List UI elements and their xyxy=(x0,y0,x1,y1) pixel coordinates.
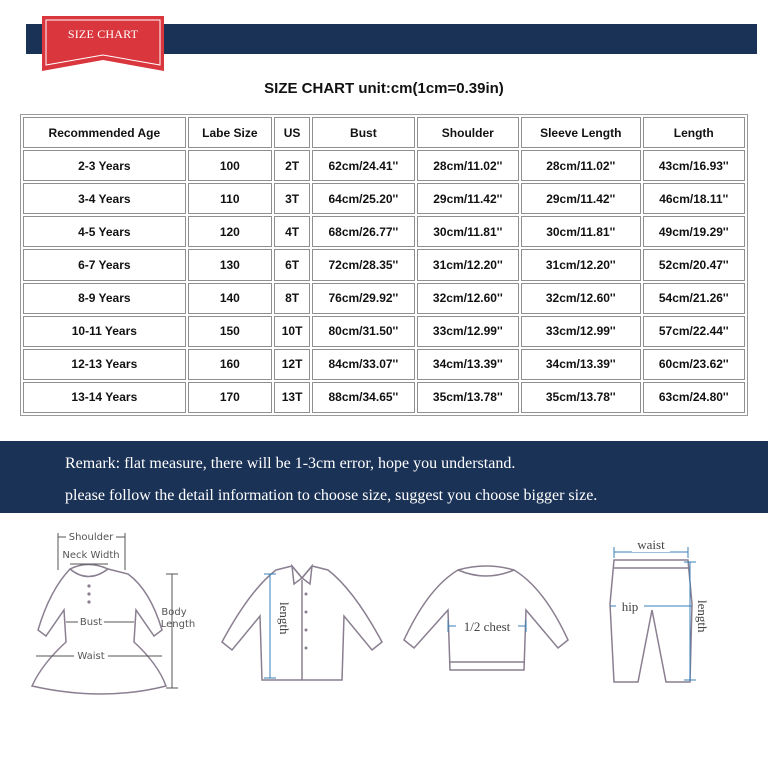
table-cell: 31cm/12.20'' xyxy=(521,249,641,280)
table-cell: 33cm/12.99'' xyxy=(521,316,641,347)
table-cell: 170 xyxy=(188,382,272,413)
table-cell: 80cm/31.50'' xyxy=(312,316,414,347)
size-chart-ribbon xyxy=(42,16,164,71)
table-row xyxy=(23,382,745,413)
table-cell: 33cm/12.99'' xyxy=(417,316,519,347)
remark-line-1: Remark: flat measure, there will be 1-3cm error, hope you understand. xyxy=(65,455,516,472)
table-cell: 12T xyxy=(274,349,310,380)
table-cell: 63cm/24.80'' xyxy=(643,382,746,413)
table-cell: 35cm/13.78'' xyxy=(417,382,519,413)
table-cell: 28cm/11.02'' xyxy=(417,150,519,181)
table-cell: 32cm/12.60'' xyxy=(417,283,519,314)
table-cell: 35cm/13.78'' xyxy=(521,382,641,413)
table-cell: 64cm/25.20'' xyxy=(312,183,414,214)
table-cell: 30cm/11.81'' xyxy=(417,216,519,247)
column-header: Length xyxy=(643,117,746,148)
table-cell: 10-11 Years xyxy=(23,316,186,347)
table-cell: 32cm/12.60'' xyxy=(521,283,641,314)
table-cell: 140 xyxy=(188,283,272,314)
column-header: Bust xyxy=(312,117,414,148)
shirt-measure-diagram xyxy=(214,522,390,718)
table-cell: 68cm/26.77'' xyxy=(312,216,414,247)
dress-waist-label: Waist xyxy=(77,651,105,662)
dress-body-label: Body xyxy=(161,607,187,618)
table-cell: 4-5 Years xyxy=(23,216,186,247)
table-cell: 29cm/11.42'' xyxy=(521,183,641,214)
table-cell: 84cm/33.07'' xyxy=(312,349,414,380)
table-cell: 130 xyxy=(188,249,272,280)
table-row xyxy=(23,183,745,214)
dress-shoulder-label: Shoulder xyxy=(68,532,114,543)
table-cell: 54cm/21.26'' xyxy=(643,283,746,314)
size-table xyxy=(20,114,748,416)
table-cell: 12-13 Years xyxy=(23,349,186,380)
pants-waist-label: waist xyxy=(637,537,665,552)
pants-length-label: length xyxy=(695,600,710,633)
table-cell: 110 xyxy=(188,183,272,214)
table-cell: 46cm/18.11'' xyxy=(643,183,746,214)
dress-bust-label: Bust xyxy=(79,617,103,628)
table-cell: 60cm/23.62'' xyxy=(643,349,746,380)
table-cell: 8-9 Years xyxy=(23,283,186,314)
dress-length-label: Length xyxy=(160,619,196,630)
shirt-illustration xyxy=(214,522,390,718)
table-row xyxy=(23,316,745,347)
shirt-length-label: length xyxy=(277,602,292,635)
column-header: Recommended Age xyxy=(23,117,186,148)
table-cell: 72cm/28.35'' xyxy=(312,249,414,280)
table-cell: 76cm/29.92'' xyxy=(312,283,414,314)
table-cell: 31cm/12.20'' xyxy=(417,249,519,280)
pants-measure-diagram xyxy=(594,522,734,718)
column-header: Sleeve Length xyxy=(521,117,641,148)
table-cell: 10T xyxy=(274,316,310,347)
dress-neck-width-label: Neck Width xyxy=(62,550,120,561)
table-cell: 34cm/13.39'' xyxy=(417,349,519,380)
sweater-chest-label: 1/2 chest xyxy=(463,619,511,634)
dress-measure-diagram xyxy=(8,522,200,718)
table-cell: 62cm/24.41'' xyxy=(312,150,414,181)
sweater-measure-diagram xyxy=(398,522,574,718)
table-cell: 160 xyxy=(188,349,272,380)
table-cell: 6-7 Years xyxy=(23,249,186,280)
column-header: Labe Size xyxy=(188,117,272,148)
table-cell: 52cm/20.47'' xyxy=(643,249,746,280)
column-header: Shoulder xyxy=(417,117,519,148)
table-cell: 8T xyxy=(274,283,310,314)
table-cell: 6T xyxy=(274,249,310,280)
table-cell: 57cm/22.44'' xyxy=(643,316,746,347)
pants-illustration xyxy=(594,522,734,718)
dress-illustration xyxy=(8,522,200,718)
table-row xyxy=(23,216,745,247)
column-header: US xyxy=(274,117,310,148)
table-cell: 13T xyxy=(274,382,310,413)
table-cell: 88cm/34.65'' xyxy=(312,382,414,413)
table-cell: 13-14 Years xyxy=(23,382,186,413)
remark-line-2: please follow the detail information to choose size, suggest you choose bigger size. xyxy=(65,487,598,504)
table-cell: 2-3 Years xyxy=(23,150,186,181)
table-cell: 3T xyxy=(274,183,310,214)
table-row xyxy=(23,249,745,280)
table-row xyxy=(23,150,745,181)
table-cell: 30cm/11.81'' xyxy=(521,216,641,247)
chart-title: SIZE CHART unit:cm(1cm=0.39in) xyxy=(264,80,504,97)
sweater-illustration xyxy=(398,522,574,718)
table-cell: 150 xyxy=(188,316,272,347)
table-header-row xyxy=(23,117,745,148)
table-cell: 120 xyxy=(188,216,272,247)
table-row xyxy=(23,349,745,380)
table-cell: 2T xyxy=(274,150,310,181)
table-cell: 4T xyxy=(274,216,310,247)
table-cell: 100 xyxy=(188,150,272,181)
pants-hip-label: hip xyxy=(621,599,639,614)
table-cell: 3-4 Years xyxy=(23,183,186,214)
table-cell: 28cm/11.02'' xyxy=(521,150,641,181)
table-row xyxy=(23,283,745,314)
table-cell: 34cm/13.39'' xyxy=(521,349,641,380)
table-cell: 43cm/16.93'' xyxy=(643,150,746,181)
size-chart-badge-label: SIZE CHART xyxy=(67,27,139,41)
table-cell: 49cm/19.29'' xyxy=(643,216,746,247)
table-cell: 29cm/11.42'' xyxy=(417,183,519,214)
